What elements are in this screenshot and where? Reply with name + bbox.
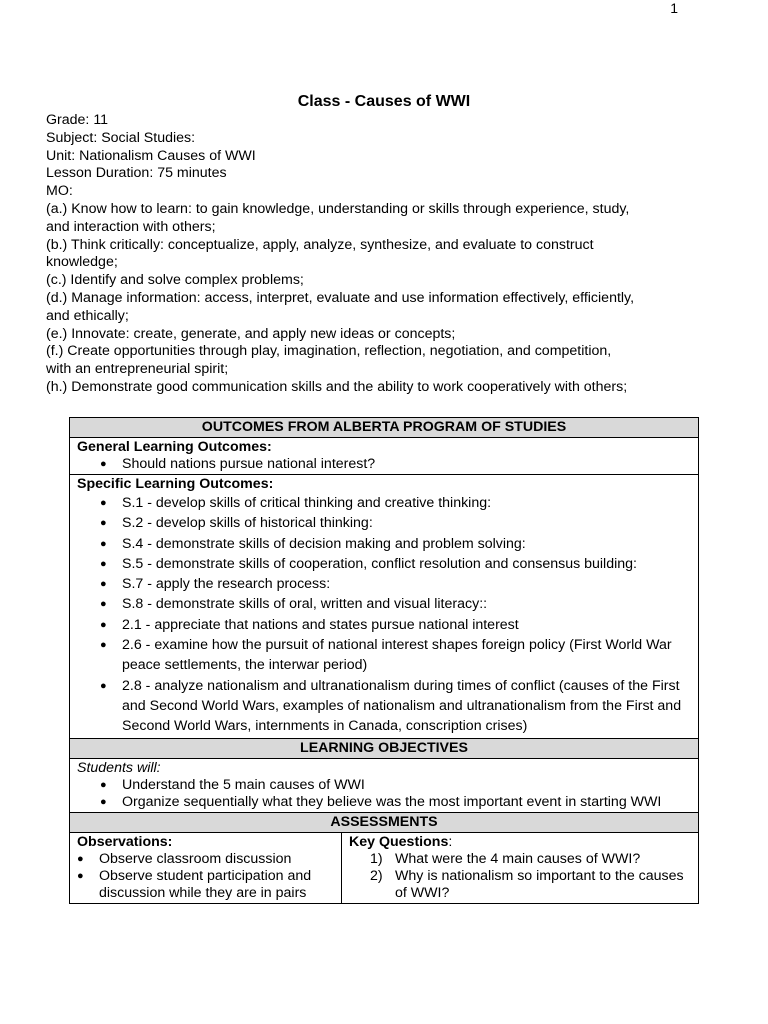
page-number: 1	[670, 0, 678, 16]
meta-line: (f.) Create opportunities through play, imagination, reflection, negotiation, and competition,	[46, 343, 612, 360]
meta-line: with an entrepreneurial spirit;	[46, 361, 229, 378]
assessments-header: ASSESSMENTS	[70, 812, 699, 832]
specific-outcome-item: ● 2.1 - appreciate that nations and states pursue national interest	[77, 615, 691, 635]
lesson-meta	[46, 112, 686, 397]
meta-line: (b.) Think critically: conceptualize, apply, analyze, synthesize, and evaluate to construct	[46, 236, 594, 253]
meta-line: Subject: Social Studies:	[46, 129, 196, 146]
meta-line: MO:	[46, 183, 73, 200]
specific-outcome-item: ● S.7 - apply the research process:	[77, 574, 691, 594]
specific-outcome-item: ● S.4 - demonstrate skills of decision making and problem solving:	[77, 534, 691, 554]
specific-outcome-item: ● S.2 - develop skills of historical thinking:	[77, 513, 691, 533]
objectives-cell	[70, 758, 699, 812]
students-will-label: Students will:	[77, 759, 161, 776]
meta-line: and interaction with others;	[46, 218, 216, 235]
meta-line: knowledge;	[46, 254, 118, 271]
specific-outcomes-label: Specific Learning Outcomes:	[77, 476, 274, 492]
specific-outcomes-cell	[70, 475, 699, 739]
meta-line: and ethically;	[46, 307, 129, 324]
general-outcomes-label: General Learning Outcomes:	[77, 439, 272, 455]
objective-item: ● Understand the 5 main causes of WWI	[77, 777, 691, 794]
outcomes-header: OUTCOMES FROM ALBERTA PROGRAM OF STUDIES	[70, 418, 699, 438]
objectives-header: LEARNING OBJECTIVES	[70, 738, 699, 758]
meta-line: (a.) Know how to learn: to gain knowledge, understanding or skills through experience, study,	[46, 200, 630, 217]
key-questions-cell	[342, 832, 699, 903]
specific-outcome-item: ● S.5 - demonstrate skills of cooperation, conflict resolution and consensus building:	[77, 554, 691, 574]
meta-line: (e.) Innovate: create, generate, and apply new ideas or concepts;	[46, 325, 456, 342]
key-question-text: Why is nationalism so important to the causes of WWI?	[395, 867, 684, 901]
specific-outcome-item: ● S.1 - develop skills of critical thinking and creative thinking:	[77, 493, 691, 513]
objective-item: ● Organize sequentially what they believe was the most important event in starting WWI	[77, 794, 691, 811]
specific-outcome-item: ● 2.8 - analyze nationalism and ultranationalism during times of conflict (causes of the First and Second World Wars, examples of nationalism and ultranationalism from the First and Second World Wars, internments in Canada, conscription crises)	[77, 676, 691, 737]
key-question-number: 2)	[370, 867, 383, 884]
lesson-plan-table	[69, 417, 699, 904]
observation-item: ● Observe classroom discussion	[77, 851, 334, 868]
observations-cell	[70, 832, 342, 903]
observation-item: ● Observe student participation and discussion while they are in pairs	[77, 868, 334, 902]
key-questions-label: Key Questions	[349, 833, 449, 850]
page-title: Class - Causes of WWI	[297, 93, 471, 110]
specific-outcome-item: ● 2.6 - examine how the pursuit of national interest shapes foreign policy (First World War peace settlements, the interwar period)	[77, 635, 691, 676]
observations-label: Observations:	[77, 833, 173, 850]
key-questions-colon: :	[448, 833, 453, 850]
general-outcome-item: ● Should nations pursue national interest?	[77, 456, 691, 473]
general-outcomes-cell	[70, 438, 699, 475]
key-question-item	[349, 851, 691, 868]
meta-line: Lesson Duration: 75 minutes	[46, 165, 227, 182]
key-question-number: 1)	[370, 850, 383, 867]
meta-line: Unit: Nationalism Causes of WWI	[46, 147, 256, 164]
specific-outcome-item: ● S.8 - demonstrate skills of oral, written and visual literacy::	[77, 594, 691, 614]
meta-line: Grade: 11	[46, 112, 109, 128]
meta-line: (d.) Manage information: access, interpret, evaluate and use information effectively, efficiently,	[46, 289, 635, 306]
key-question-item	[349, 868, 691, 902]
meta-line: (c.) Identify and solve complex problems;	[46, 272, 304, 289]
key-question-text: What were the 4 main causes of WWI?	[395, 850, 641, 867]
meta-line: (h.) Demonstrate good communication skills and the ability to work cooperatively with others;	[46, 378, 628, 395]
